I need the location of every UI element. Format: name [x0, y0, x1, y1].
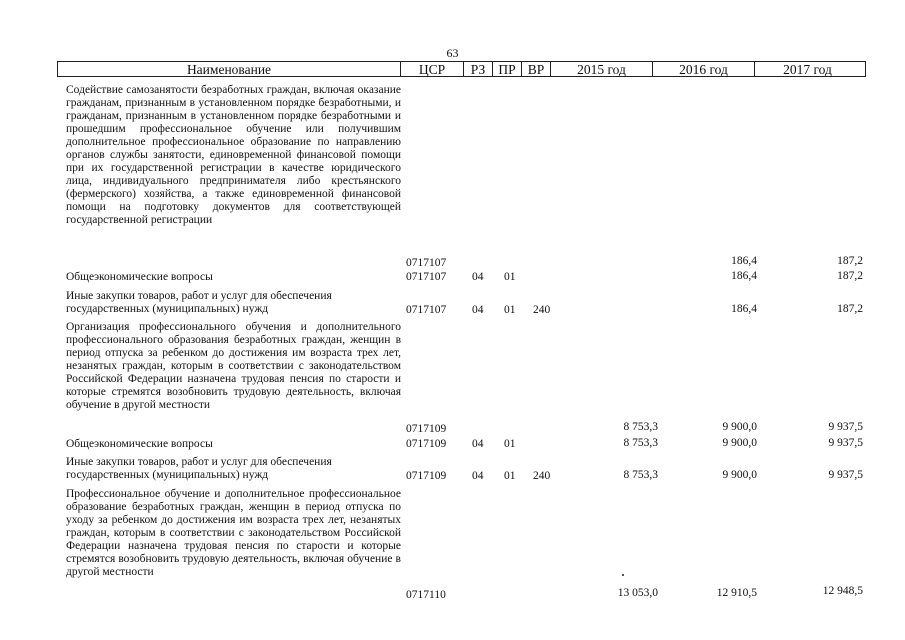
header-rz: РЗ	[464, 62, 493, 76]
header-2015: 2015 год	[551, 62, 653, 76]
page-number: 63	[446, 46, 459, 60]
header-pr: ПР	[493, 62, 522, 76]
row-pr: 01	[504, 470, 516, 482]
row-rz: 04	[472, 304, 484, 316]
header-vr: ВР	[522, 62, 551, 76]
row-2015: 8 753,3	[623, 469, 658, 481]
row-pr: 01	[504, 304, 516, 316]
row-pr: 01	[504, 271, 516, 283]
row-2016: 12 910,5	[716, 587, 757, 599]
row-2015: 8 753,3	[623, 421, 658, 433]
row-2015: 8 753,3	[623, 437, 658, 449]
header-2016: 2016 год	[653, 62, 755, 76]
scan-dot	[622, 574, 624, 576]
table-header	[57, 61, 866, 77]
row-name: Иные закупки товаров, работ и услуг для обеспечения государственных (муниципальных) нужд	[66, 456, 332, 482]
row-vr: 240	[533, 304, 551, 316]
row-rz: 04	[472, 438, 484, 450]
row-2017: 9 937,5	[828, 437, 863, 449]
row-rz: 04	[472, 271, 484, 283]
row-2016: 9 900,0	[722, 469, 757, 481]
row-csr: 0717107	[406, 271, 447, 283]
header-name: Наименование	[58, 62, 401, 76]
row-name: Общеэкономические вопросы	[66, 271, 213, 283]
row-name: Общеэкономические вопросы	[66, 438, 213, 450]
row-csr: 0717107	[406, 304, 447, 316]
row-2017: 9 937,5	[828, 469, 863, 481]
row-2017: 9 937,5	[828, 421, 863, 433]
row-name: Организация профессионального обучения и дополнительного профессионального образования безработных граждан, женщин в период отпуска за ребенком до достижения им возраста трех лет, незанятых граждан, которым в соответствии с законодательством Российской Федерации назначена трудовая пенсия по старости и которые стремятся возобновить трудовую деятельность, включая обучение в другой местности	[66, 321, 401, 412]
row-csr: 0717107	[406, 257, 447, 269]
row-rz: 04	[472, 470, 484, 482]
row-pr: 01	[504, 438, 516, 450]
row-2016: 186,4	[731, 270, 757, 282]
row-2016: 186,4	[731, 303, 757, 315]
row-csr: 0717109	[406, 470, 447, 482]
row-2017: 187,2	[837, 270, 863, 282]
row-2016: 186,4	[731, 255, 757, 267]
row-name: Иные закупки товаров, работ и услуг для обеспечения государственных (муниципальных) нужд	[66, 290, 332, 316]
row-csr: 0717109	[406, 423, 447, 435]
row-name: Профессиональное обучение и дополнительное профессиональное образование безработных граждан, женщин в период отпуска по уходу за ребенком до достижения им возраста трех лет, незанятых граждан, которым в соответствии с законодательством Российской Федерации назначена трудовая пенсия по старости и которые стремятся возобновить трудовую деятельность, включая обучение в другой местности	[66, 488, 401, 579]
header-csr: ЦСР	[401, 62, 464, 76]
row-csr: 0717110	[406, 589, 446, 601]
row-2016: 9 900,0	[722, 421, 757, 433]
row-2017: 187,2	[837, 303, 863, 315]
row-2015: 13 053,0	[617, 587, 658, 599]
row-name: Содействие самозанятости безработных граждан, включая оказание гражданам, признанным в установленном порядке безработными, и гражданам, признанным в установленном порядке безработными и прошедшим профессиональное обучение или получившим дополнительное профессиональное образование по направлению органов службы занятости, единовременной финансовой помощи при их государственной регистрации в качестве юридического лица, индивидуального предпринимателя либо крестьянского (фермерского) хозяйства, а также единовременной финансовой помощи на подготовку документов для соответствующей государственной регистрации	[66, 84, 401, 227]
row-2016: 9 900,0	[722, 437, 757, 449]
row-csr: 0717109	[406, 438, 447, 450]
header-2017: 2017 год	[783, 62, 832, 77]
row-2017: 187,2	[837, 255, 863, 267]
row-vr: 240	[533, 470, 551, 482]
row-2017: 12 948,5	[822, 585, 863, 597]
